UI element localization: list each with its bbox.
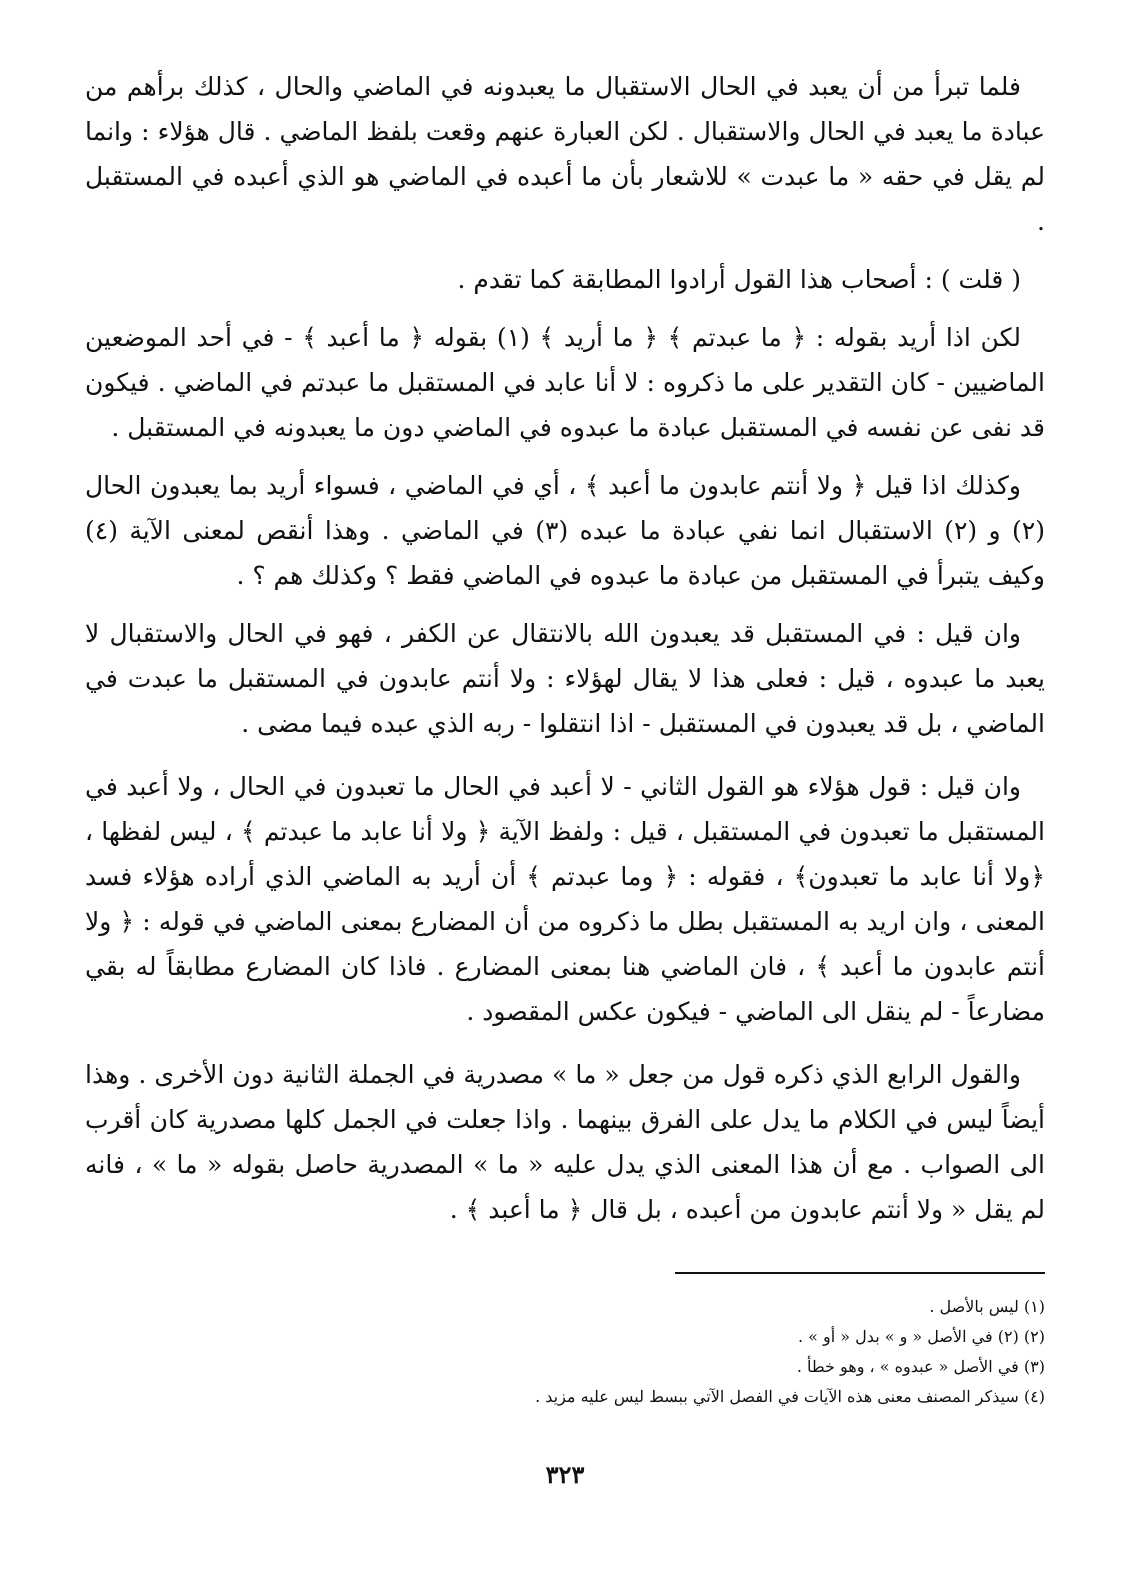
paragraph-2: ( قلت ) : أصحاب هذا القول أرادوا المطابقة كما تقدم . <box>457 265 1021 294</box>
page-number: ٣٢٣ <box>545 1460 585 1489</box>
footnote-3: (٣) في الأصل « عبدوه » ، وهو خطأ . <box>796 1357 1045 1376</box>
main-text <box>85 64 1045 1232</box>
footnote-2: (٢) (٢) في الأصل « و » بدل « أو » . <box>798 1327 1045 1346</box>
paragraph-3: لكن اذا أريد بقوله : ﴿ ما عبدتم ﴾ ﴿ ما أريد ﴾ (١) بقوله ﴿ ما أعبد ﴾ - في أحد الموضعين الماضيين - كان التقدير على ما ذكروه : لا أنا عابد في المستقبل ما عبدتم في الماضي . فيكون قد نفى عن نفسه في المستقبل عبادة ما عبدوه في الماضي دون ما يعبدونه في المستقبل . <box>85 323 1045 442</box>
paragraph-6: وان قيل : قول هؤلاء هو القول الثاني - لا أعبد في الحال ما تعبدون في الحال ، ولا أعبد في المستقبل ما تعبدون في المستقبل ، قيل : ولفظ الآية ﴿ ولا أنا عابد ما عبدتم ﴾ ، ليس لفظها ،﴿ولا أنا عابد ما تعبدون﴾ ، فقوله : ﴿ وما عبدتم ﴾ أن أريد به الماضي الذي أراده هؤلاء فسد المعنى ، وان اريد به المستقبل بطل ما ذكروه من أن المضارع بمعنى الماضي في قوله : ﴿ ولا أنتم عابدون ما أعبد ﴾ ، فان الماضي هنا بمعنى المضارع . فاذا كان المضارع مطابقاً له بقي مضارعاً - لم ينقل الى الماضي - فيكون عكس المقصود . <box>85 772 1045 1026</box>
paragraph-7: والقول الرابع الذي ذكره قول من جعل « ما » مصدرية في الجملة الثانية دون الأخرى . وهذا أيضاً ليس في الكلام ما يدل على الفرق بينهما . واذا جعلت في الجمل كلها مصدرية كان أقرب الى الصواب . مع أن هذا المعنى الذي يدل عليه « ما » المصدرية حاصل بقوله « ما » ، فانه لم يقل « ولا أنتم عابدون من أعبده ، بل قال ﴿ ما أعبد ﴾ . <box>85 1060 1045 1224</box>
footnotes-list <box>85 1292 1045 1412</box>
footnote-divider <box>675 1272 1045 1274</box>
footnote-4: (٤) سيذكر المصنف معنى هذه الآيات في الفصل الآتي ببسط ليس عليه مزيد . <box>535 1387 1045 1406</box>
paragraph-4: وكذلك اذا قيل ﴿ ولا أنتم عابدون ما أعبد ﴾ ، أي في الماضي ، فسواء أريد بما يعبدون الحال (٢) و (٢) الاستقبال انما نفي عبادة ما عبده (٣) في الماضي . وهذا أنقص لمعنى الآية (٤) وكيف يتبرأ في المستقبل من عبادة ما عبدوه في الماضي فقط ؟ وكذلك هم ؟ . <box>85 471 1045 590</box>
footnote-1: (١) ليس بالأصل . <box>929 1297 1045 1316</box>
paragraph-1: فلما تبرأ من أن يعبد في الحال الاستقبال ما يعبدونه في الماضي والحال ، كذلك برأهم من عبادة ما يعبد في الحال والاستقبال . لكن العبارة عنهم وقعت بلفظ الماضي . قال هؤلاء : وانما لم يقل في حقه « ما عبدت » للاشعار بأن ما أعبده في الماضي هو الذي أعبده في المستقبل . <box>85 72 1045 236</box>
book-page <box>85 64 1045 1544</box>
paragraph-5: وان قيل : في المستقبل قد يعبدون الله بالانتقال عن الكفر ، فهو في الحال والاستقبال لا يعبد ما عبدوه ، قيل : فعلى هذا لا يقال لهؤلاء : ولا أنتم عابدون في المستقبل ما عبدت في الماضي ، بل قد يعبدون في المستقبل - اذا انتقلوا - ربه الذي عبده فيما مضى . <box>85 619 1045 738</box>
